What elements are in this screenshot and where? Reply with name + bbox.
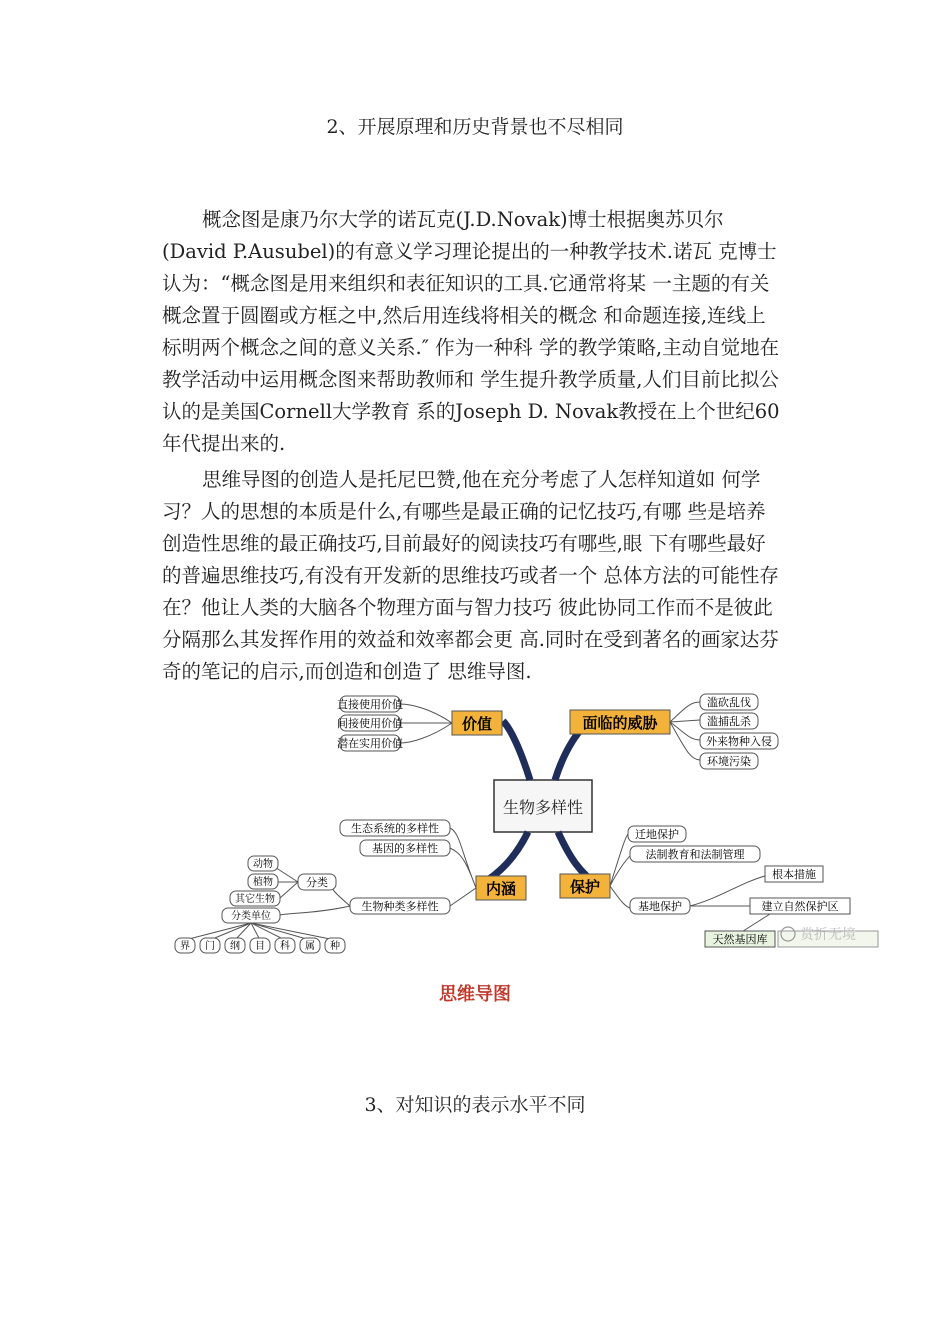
content-item: 生态系统的多样性 [351, 822, 439, 835]
paragraph-text: 思维导图的创造人是托尼巴赞,他在充分考虑了人怎样知道如 何学习？人的思想的本质是什么,有哪些是最正确的记忆技巧,有哪 些是培养创造性思维的最正确技巧,目前最好的阅读技巧有哪些,眼 下有哪些最好的普遍思维技巧,有没有开发新的思维技巧或者一个 总体方法的可能性存在？他让人类的大脑各个物理方面与智力技巧 彼此协同工作而不是彼此分隔那么其发挥作用的效益和效率都会更 高.同时在受到著名的画家达芬奇的笔记的启示,而创造和创造了 思维导图. [162, 468, 779, 683]
node-protect-label: 保护 [569, 878, 601, 896]
paragraph-text: 概念图是康乃尔大学的诺瓦克(J.D.Novak)博士根据奥苏贝尔(David P.Ausubel)的有意义学习理论提出的一种教学技术.诺瓦 克博士认为：“概念图是用来组织和表征知识的工具.它通常将某 一主题的有关概念置于圆圈或方框之中,然后用连线将相关的概念 和命题连接,连线上标明两个概念之间的意义关系.″ 作为一种科 学的教学策略,主动自觉地在教学活动中运用概念图来帮助教师和 学生提升教学质量,人们目前比拟公认的是美国Cornell大学教育 系的Joseph D. Novak教授在上个世纪60年代提出来的. [162, 208, 780, 455]
value-item: 潜在实用价值 [337, 737, 403, 750]
classify-item: 其它生物 [235, 894, 275, 905]
content-item: 生物种类多样性 [361, 900, 439, 913]
protect-item: 迁地保护 [635, 828, 679, 841]
unit-item: 种 [330, 941, 340, 952]
reserve-item: 建立自然保护区 [761, 900, 839, 913]
unit-item: 属 [305, 941, 315, 952]
node-threat-label: 面临的威胁 [582, 714, 658, 732]
unit-item: 目 [255, 941, 265, 952]
threat-item: 滥捕乱杀 [707, 715, 751, 728]
threat-item: 外来物种入侵 [706, 735, 772, 748]
section-heading-3: 3、对知识的表示水平不同 [364, 1094, 586, 1116]
content-item: 基因的多样性 [372, 842, 438, 855]
node-content-label: 内涵 [485, 880, 517, 898]
genebank-item: 天然基因库 [712, 933, 768, 946]
unit-item: 科 [280, 941, 290, 952]
watermark: 赏折无境 [800, 927, 856, 943]
classify-item: 植物 [253, 877, 273, 888]
section-heading-2: 2、开展原理和历史背景也不尽相同 [326, 116, 624, 138]
paragraph-mind-map [162, 464, 782, 688]
figure-caption: 思维导图 [439, 984, 511, 1005]
protect-item: 法制教育和法制管理 [645, 848, 745, 861]
unit-label: 分类单位 [231, 911, 271, 922]
protect-item: 基地保护 [638, 900, 682, 913]
classify-label: 分类 [306, 876, 328, 889]
threat-item: 环境污染 [707, 755, 751, 768]
node-value-label: 价值 [461, 715, 493, 733]
root-measure: 根本措施 [772, 868, 816, 881]
threat-item: 滥砍乱伐 [707, 696, 751, 709]
unit-item: 界 [180, 941, 190, 952]
value-item: 间接使用价值 [337, 717, 403, 730]
unit-items [175, 938, 345, 953]
unit-item: 门 [205, 941, 215, 952]
value-item: 直接使用价值 [337, 698, 403, 711]
classify-item: 动物 [253, 859, 273, 870]
mind-map-figure [160, 688, 885, 958]
paragraph-concept-map [162, 204, 782, 460]
unit-item: 纲 [230, 941, 240, 952]
mindmap-center: 生物多样性 [502, 798, 584, 817]
